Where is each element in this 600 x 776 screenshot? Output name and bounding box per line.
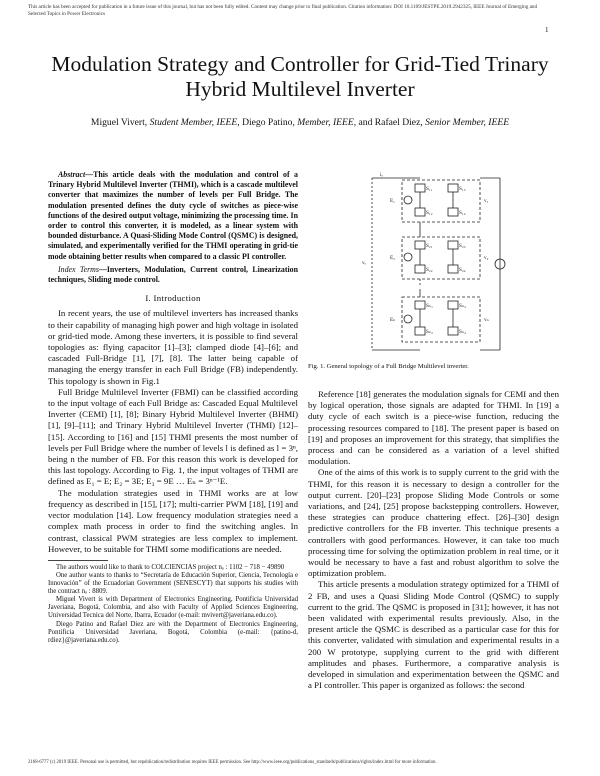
paper-title: Modulation Strategy and Controller for Grid-Tied Trinary Hybrid Multilevel Inverter [51,52,549,101]
body-paragraph: The modulation strategies used in THMI works are at low frequency as described in [15], [17]; multi-carrier PWM [18], [19] and vector modulation [14]. Low frequency modulation strategies need a complex math process in order to find the switching angles. In contrast, classical PWM strategies are less complex to implement. However, to be suitable for THMI some modifications are needed. [48,487,298,554]
switch-label: S₂₂ [426,267,433,273]
abstract-label: Abstract [58,170,86,179]
figure-1-caption: Fig. 1. General topology of a Full Bridge Multilevel inverter. [308,363,469,370]
switch-label: S₂₄ [459,267,466,273]
switch-label: S₁₃ [459,186,466,192]
index-terms [48,265,298,285]
cell-voltage-label: v₁ [484,198,489,204]
figure-1-circuit [360,172,510,357]
switch-label: Sₙ₃ [459,303,466,309]
section-heading-introduction: I. Introduction [145,293,201,304]
body-paragraph: Reference [18] generates the modulation signals for CEMI and then by logical operation, those signals are adapted for THMI. In [19] a duty cycle of each switch is a piece-wise function, reducing the processing resources compared to [18]. The present paper is based on [19] and proposes an improvement for this strategy, that simplifies the process and can be considered as a variation of a level shifted modulation. [308,389,559,467]
right-column [308,389,559,691]
switch-label: S₁₁ [426,186,433,192]
switch-label: S₁₂ [426,210,433,216]
switch-label: Sₙ₂ [426,329,433,335]
source-label: E₁ [390,198,395,204]
index-terms-text: —Inverters, Modulation, Current control, Linearization techniques, Sliding mode control. [48,264,298,285]
switch-label: Sₙ₄ [459,329,466,335]
switch-label: Sₙ₁ [426,303,433,309]
switch-label: S₂₃ [459,243,466,249]
index-terms-label: Index Terms [58,264,99,274]
copyright-footer: 2168-6777 (c) 2019 IEEE. Personal use is permitted, but republication/redistribution requires IEEE permission. See http://www.ieee.org/publications_standards/publications/rights/index.html for more information. [28,760,437,765]
source-label: E₂ [390,255,395,261]
footnote-rule [48,560,108,561]
cell-voltage-label: vₙ [484,317,489,323]
author-line [30,117,570,128]
author-1-role: Student Member, IEEE, [149,117,240,128]
author-2: Diego Patino, [242,117,295,128]
author-3-role: Senior Member, IEEE [425,117,510,128]
abstract-text: —This article deals with the modulation and control of a Trinary Hybrid Multilevel Inverter (THMI), which is a cascade multilevel converter that maximizes the number of levels per Full Bridge. The modulation presented defines the duty cycle of switches as piece-wise functions of the desired output voltage, minimizing the processing time. In order to control this converter, it is modeled, as a linear system with bounded disturbance. A Quasi-Sliding Mode Control (QSMC) is designed, simulated, and experimentally verified for the THMI operating in grid-tie mode obtaining better results when compared to a classic PI controller. [48,170,298,261]
page-number: 1 [545,26,549,34]
output-voltage-label: vₒ [362,260,367,266]
output-current-label: iₒ [380,172,383,178]
abstract [48,170,298,262]
footnote: Miguel Vivert is with Department of Electronics Engineering, Pontificia Universidad Javeriana, Bogotá, Colombia, and also with Faculty of Applied Sciences Engineering, Universidad Tecnica del Norte, Ibarra, Ecuador (e-mail: mvivert@javeriana.edu.co). [48,596,298,620]
footnote: The authors would like to thank to COLCIENCIAS project nₒ : 1102 − 718 − 49890 [56,563,285,571]
footnote: Diego Patino and Rafael Diez are with the Department of Electronics Engineering, Pontificia Universidad Javeriana, Bogotá, Colombia (e-mail: {patino-d, rdiez}@javeriana.edu.co). [48,620,298,644]
journal-header-notice: This article has been accepted for publication in a future issue of this journal, but has not been fully edited. Content may change prior to final publication. Citation information: DOI 10.1109/JESTPE.2019.2942325, IEEE Journal of Emerging and Selected Topics in Power Electronics [28,4,538,17]
switch-label: S₂₁ [426,243,433,249]
author-1: Miguel Vivert, [90,117,148,128]
switch-label: S₁₄ [459,210,466,216]
body-paragraph: In recent years, the use of multilevel inverters has increased thanks to their capability of managing high power and high voltage in isolated or grid-tied mode. Among these inverters, it is possible to find several topologies as: flying capacitor [1]–[3]; clamped diode [4]–[6]; and cascaded Full-Bridge [1], [7], [8]. The latter being capable of managing the energy transfer in each Full Bridge (FB) independently. This topology is shown in Fig.1 [48,308,298,386]
footnote: One author wants to thanks to “Secretaría de Educación Superior, Ciencia, Tecnología e Innovación” of the Ecuadorian Government (SENESCYT) that supports his studies with the contract nₒ : 8809. [48,572,298,596]
body-paragraph: One of the aims of this work is to supply current to the grid with the THMI, for this reason it is necessary to design a controller for the output current. [20]–[23] propose Sliding Mode Controls or some variations, and [24], [25] propose backstepping controllers. However, these strategies can produce chattering effect. [26]–[30] design predictive controllers for the FB inverter. This technique presents a controllers with good performances. However, it can take too much processing time for solving the optimization problem in real time, or it would be necessary to have a fast and robust algorithm to solve the optimization problem. [308,467,559,579]
body-paragraph: Full Bridge Multilevel Inverter (FBMI) can be classified according to the input voltage of each Full Bridge as: Cascaded Equal Multilevel Inverter (CEMI) [1], [8]; Binary Hybrid Multilevel Inverter (BHMI) [1], [9]–[11]; and Trinary Hybrid Multilevel Inverter (THMI) [12]–[15]. According to [16] and [15] THMI presents the most number of levels per Full Bridge where the number of levels l is defined as l = 3ⁿ, being n the number of FB. For this reason this work is developed for this last topology. According to Fig. 1, the input voltages of THMI are defined as E₁ = E; E₂ = 3E; E₃ = 9E … Eₙ = 3ⁿ⁻¹E. [48,386,298,487]
author-3: and Rafael Diez, [358,117,423,128]
left-column [48,170,298,645]
cell-voltage-label: v₂ [484,255,489,261]
source-label: Eₙ [390,317,396,323]
body-paragraph: This article presents a modulation strategy optimized for a THMI of 2 FB, and uses a Quasi Sliding Mode Control (QSMC) to supply current to the grid. The QSMC is proposed in [31]; however, it has not been validated with experimental results previously. Also, in the present article the QSMC is described as a particular case for this for this converter, validated with simulation and experimental results in a 200 W prototype, supplying current to the grid with different amplitudes and phases. Furthermore, a comparative analysis is developed in simulation and experimentation between the QSMC and a PI controller. This paper is organized as follows: the second [308,579,559,691]
author-2-role: Member, IEEE, [297,117,357,128]
